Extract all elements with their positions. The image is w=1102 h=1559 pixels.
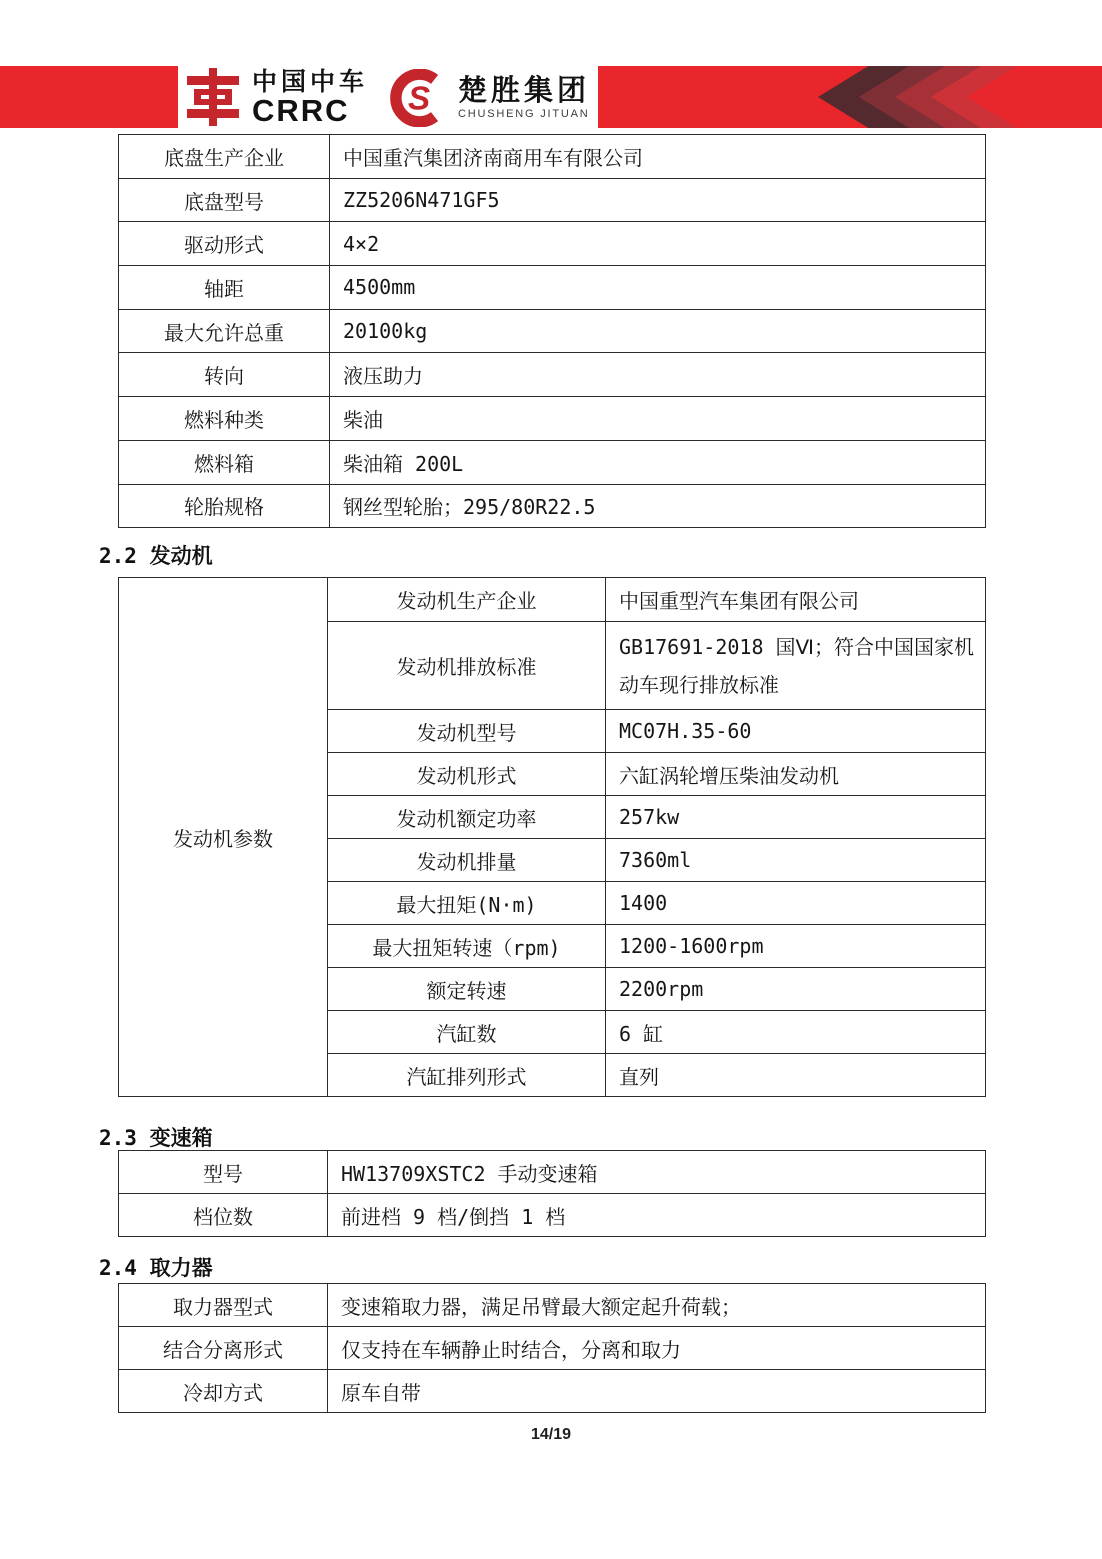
engine-table bbox=[118, 577, 986, 1097]
spec-label: 冷却方式 bbox=[119, 1370, 328, 1413]
engine-params-merged-label: 发动机参数 bbox=[119, 578, 328, 1097]
table-row bbox=[119, 1370, 986, 1413]
spec-label: 发动机额定功率 bbox=[328, 796, 606, 839]
crrc-logo bbox=[186, 68, 368, 126]
spec-value: 4×2 bbox=[330, 222, 986, 266]
spec-value: 1400 bbox=[606, 882, 986, 925]
chusheng-logo-text bbox=[458, 75, 590, 121]
section-heading-gearbox: 2.3 变速箱 bbox=[99, 1126, 213, 1150]
crrc-en-label: CRRC bbox=[252, 93, 350, 128]
table-row bbox=[119, 309, 986, 353]
page-number: 14/19 bbox=[530, 1426, 572, 1443]
spec-label: 型号 bbox=[119, 1151, 328, 1194]
spec-label: 轴距 bbox=[119, 266, 330, 310]
gearbox-table bbox=[118, 1150, 986, 1237]
spec-value: 钢丝型轮胎；295/80R22.5 bbox=[330, 484, 986, 528]
crrc-cn-label: 中国中车 bbox=[252, 69, 369, 96]
table-row bbox=[119, 135, 986, 179]
svg-text:S: S bbox=[407, 80, 431, 118]
spec-label: 燃料种类 bbox=[119, 397, 330, 441]
spec-label: 发动机型号 bbox=[328, 710, 606, 753]
table-row bbox=[119, 1151, 986, 1194]
spec-label: 燃料箱 bbox=[119, 440, 330, 484]
header-red-band-right bbox=[598, 66, 1102, 128]
spec-label: 发动机形式 bbox=[328, 753, 606, 796]
table-row bbox=[119, 1194, 986, 1237]
table-row bbox=[119, 484, 986, 528]
header-red-band-left bbox=[0, 66, 178, 128]
table-row bbox=[119, 578, 986, 622]
spec-value: 4500mm bbox=[330, 266, 986, 310]
table-row bbox=[119, 1284, 986, 1327]
table-row bbox=[119, 353, 986, 397]
spec-value: 六缸涡轮增压柴油发动机 bbox=[606, 753, 986, 796]
spec-label: 汽缸数 bbox=[328, 1011, 606, 1054]
spec-value: 直列 bbox=[606, 1054, 986, 1097]
chusheng-en-label: CHUSHENG JITUAN bbox=[458, 108, 590, 120]
pto-table bbox=[118, 1283, 986, 1413]
spec-value: 柴油箱 200L bbox=[330, 440, 986, 484]
spec-value: 7360ml bbox=[606, 839, 986, 882]
spec-value: 中国重汽集团济南商用车有限公司 bbox=[330, 135, 986, 179]
spec-value: MC07H.35-60 bbox=[606, 710, 986, 753]
chassis-table bbox=[118, 134, 986, 528]
spec-label: 最大允许总重 bbox=[119, 309, 330, 353]
table-row bbox=[119, 397, 986, 441]
spec-label: 汽缸排列形式 bbox=[328, 1054, 606, 1097]
spec-label: 驱动形式 bbox=[119, 222, 330, 266]
spec-value: 20100kg bbox=[330, 309, 986, 353]
crrc-logo-text bbox=[252, 69, 369, 128]
spec-value: 257kw bbox=[606, 796, 986, 839]
table-row bbox=[119, 222, 986, 266]
chusheng-mark-icon bbox=[390, 69, 448, 127]
spec-label: 底盘型号 bbox=[119, 178, 330, 222]
table-row bbox=[119, 178, 986, 222]
spec-label: 发动机生产企业 bbox=[328, 578, 606, 622]
spec-value: ZZ5206N471GF5 bbox=[330, 178, 986, 222]
table-row bbox=[119, 440, 986, 484]
section-heading-pto: 2.4 取力器 bbox=[99, 1256, 213, 1280]
table-row bbox=[119, 266, 986, 310]
spec-value: 2200rpm bbox=[606, 968, 986, 1011]
spec-value: 变速箱取力器，满足吊臂最大额定起升荷载； bbox=[328, 1284, 986, 1327]
spec-label: 取力器型式 bbox=[119, 1284, 328, 1327]
spec-value: GB17691-2018 国Ⅵ；符合中国国家机动车现行排放标准 bbox=[606, 622, 986, 710]
chusheng-cn-label: 楚胜集团 bbox=[458, 75, 591, 107]
spec-value: 中国重型汽车集团有限公司 bbox=[606, 578, 986, 622]
spec-value: 液压助力 bbox=[330, 353, 986, 397]
crrc-mark-icon bbox=[186, 68, 240, 126]
spec-label: 额定转速 bbox=[328, 968, 606, 1011]
spec-label: 转向 bbox=[119, 353, 330, 397]
table-row bbox=[119, 1327, 986, 1370]
spec-label: 发动机排量 bbox=[328, 839, 606, 882]
spec-label: 结合分离形式 bbox=[119, 1327, 328, 1370]
spec-label: 发动机排放标准 bbox=[328, 622, 606, 710]
section-heading-engine: 2.2 发动机 bbox=[99, 544, 213, 568]
spec-label: 最大扭矩(N·m) bbox=[328, 882, 606, 925]
spec-value: 仅支持在车辆静止时结合，分离和取力 bbox=[328, 1327, 986, 1370]
spec-label: 底盘生产企业 bbox=[119, 135, 330, 179]
spec-value: 6 缸 bbox=[606, 1011, 986, 1054]
spec-label: 档位数 bbox=[119, 1194, 328, 1237]
spec-value: 原车自带 bbox=[328, 1370, 986, 1413]
spec-label: 最大扭矩转速（rpm) bbox=[328, 925, 606, 968]
spec-value: 1200-1600rpm bbox=[606, 925, 986, 968]
spec-label: 轮胎规格 bbox=[119, 484, 330, 528]
chusheng-logo bbox=[390, 69, 590, 127]
spec-value: 柴油 bbox=[330, 397, 986, 441]
spec-value: HW13709XSTC2 手动变速箱 bbox=[328, 1151, 986, 1194]
spec-value: 前进档 9 档/倒挡 1 档 bbox=[328, 1194, 986, 1237]
